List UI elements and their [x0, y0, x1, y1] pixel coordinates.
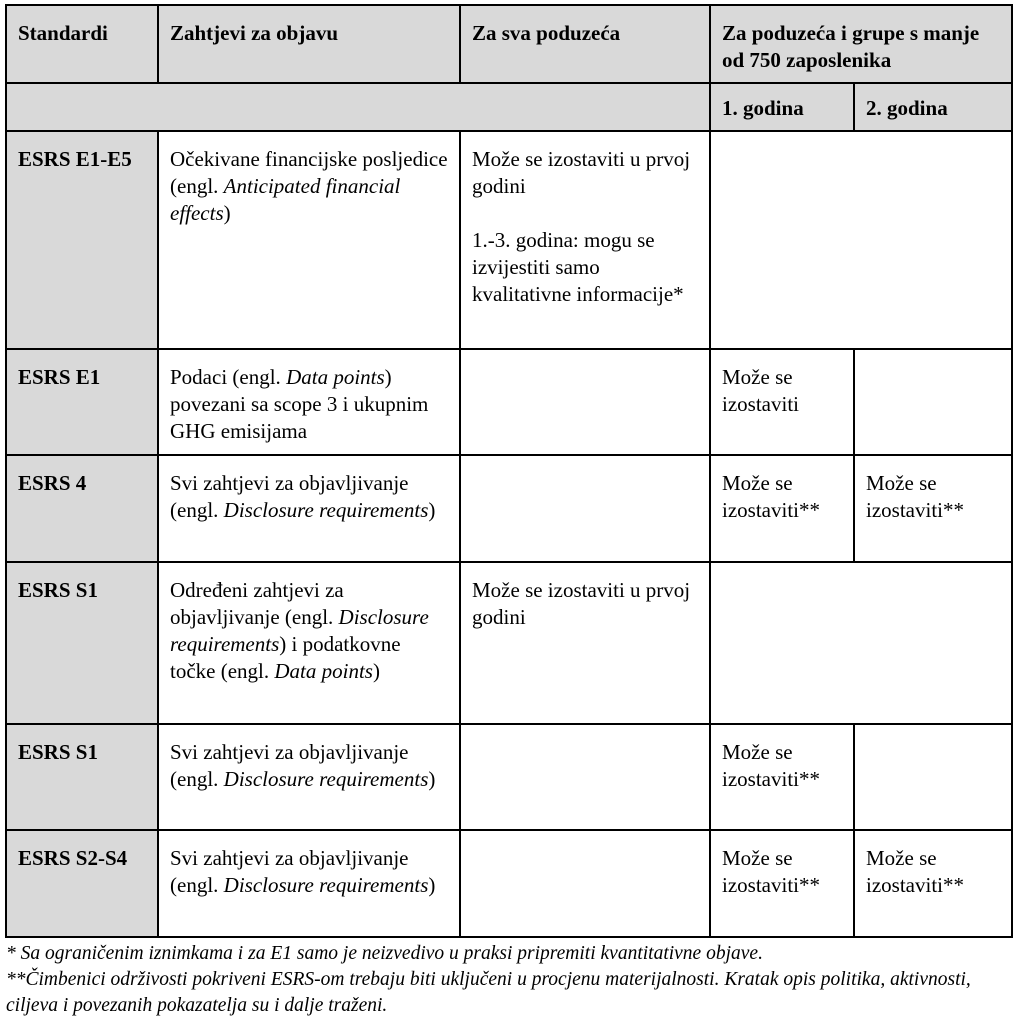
requirement-cell: Svi zahtjevi za objavljivanje (engl. Disclosure requirements) [158, 830, 460, 937]
standard-cell: ESRS S2-S4 [6, 830, 158, 937]
all-companies-cell: Može se izostaviti u prvoj godini 1.-3. godina: mogu se izvijestiti samo kvalitativne informacije* [460, 131, 710, 349]
header-manja-poduzeca: Za poduzeća i grupe s manje od 750 zaposlenika [710, 5, 1012, 83]
requirement-cell: Određeni zahtjevi za objavljivanje (engl. Disclosure requirements) i podatkovne točke (engl. Data points) [158, 562, 460, 724]
requirement-cell: Podaci (engl. Data points) povezani sa scope 3 i ukupnim GHG emisijama [158, 349, 460, 455]
table-header-row [6, 5, 1012, 83]
year1-cell: Može se izostaviti [710, 349, 854, 455]
year2-cell: Može se izostaviti** [854, 455, 1012, 562]
footnote-2: **Čimbenici održivosti pokriveni ESRS-om trebaju biti uključeni u procjenu materijalnosti. Kratak opis politika, aktivnosti, ciljeva i povezanih pokazatelja su i dalje traženi. [6, 969, 971, 1016]
all-companies-cell [460, 455, 710, 562]
requirement-cell: Svi zahtjevi za objavljivanje (engl. Disclosure requirements) [158, 724, 460, 830]
all-companies-cell [460, 830, 710, 937]
year2-cell: Može se izostaviti** [854, 830, 1012, 937]
requirement-cell: Svi zahtjevi za objavljivanje (engl. Disclosure requirements) [158, 455, 460, 562]
footnote-1: * Sa ograničenim iznimkama i za E1 samo je neizvedivo u praksi pripremiti kvantitativne objave. [6, 943, 763, 964]
table-row [6, 724, 1012, 830]
subheader-year1: 1. godina [710, 83, 854, 131]
year1-cell: Može se izostaviti** [710, 724, 854, 830]
table-row [6, 131, 1012, 349]
year2-cell [854, 349, 1012, 455]
subheader-year2: 2. godina [854, 83, 1012, 131]
table-subheader-row [6, 83, 1012, 131]
document-page [5, 4, 1013, 1019]
year1-cell: Može se izostaviti** [710, 830, 854, 937]
header-sva-poduzeca: Za sva poduzeća [460, 5, 710, 83]
all-companies-cell [460, 724, 710, 830]
table-row [6, 455, 1012, 562]
esrs-requirements-table [5, 4, 1013, 938]
standard-cell: ESRS S1 [6, 724, 158, 830]
table-row [6, 349, 1012, 455]
year1-cell: Može se izostaviti** [710, 455, 854, 562]
standard-cell: ESRS S1 [6, 562, 158, 724]
standard-cell: ESRS 4 [6, 455, 158, 562]
header-standardi: Standardi [6, 5, 158, 83]
standard-cell: ESRS E1-E5 [6, 131, 158, 349]
standard-cell: ESRS E1 [6, 349, 158, 455]
subheader-blank [6, 83, 710, 131]
header-zahtjevi: Zahtjevi za objavu [158, 5, 460, 83]
small-companies-cell [710, 131, 1012, 349]
year2-cell [854, 724, 1012, 830]
table-row [6, 830, 1012, 937]
table-row [6, 562, 1012, 724]
footnotes [5, 941, 1013, 1019]
all-companies-cell [460, 349, 710, 455]
all-companies-cell: Može se izostaviti u prvoj godini [460, 562, 710, 724]
small-companies-cell [710, 562, 1012, 724]
requirement-cell: Očekivane financijske posljedice (engl. Anticipated financial effects) [158, 131, 460, 349]
